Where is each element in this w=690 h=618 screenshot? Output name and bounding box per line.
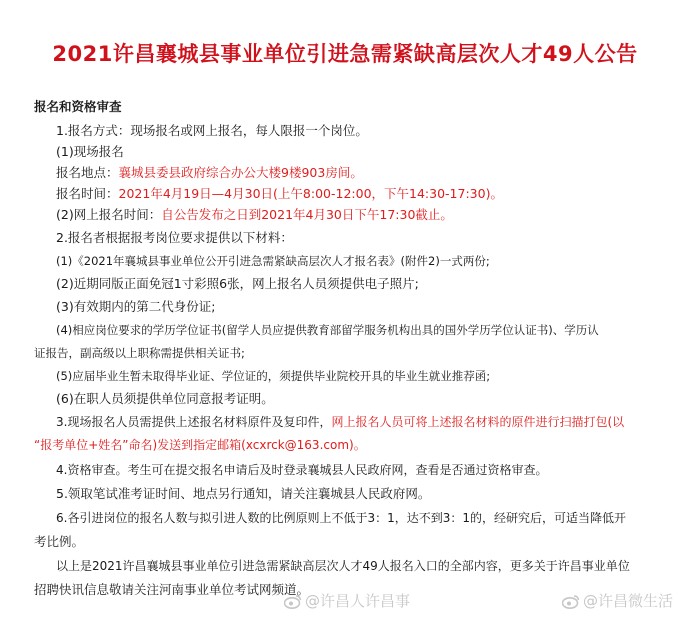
weibo-icon xyxy=(562,594,580,613)
watermark-text: @许昌微生活 xyxy=(583,592,674,610)
text-line: (2)近期同版正面免冠1寸彩照6张，网上报名人员须提供电子照片; xyxy=(56,276,419,291)
text-line xyxy=(56,207,453,223)
section-heading: 报名和资格审查 xyxy=(34,99,122,114)
highlight: 自公告发布之日到2021年4月30日下午17:30截止。 xyxy=(161,207,453,222)
watermark-text: @许昌人许昌事 xyxy=(305,592,411,610)
text-line: 考比例。 xyxy=(34,534,85,549)
text-line: (6)在职人员须提供单位同意报考证明。 xyxy=(56,391,274,406)
highlight-line: “报考单位+姓名”命名)发送到指定邮箱(xcxrck@163.com)。 xyxy=(34,438,366,452)
text-line xyxy=(56,165,363,181)
text-line: 以上是2021许昌襄城县事业单位引进急需紧缺高层次人才49人报名入口的全部内容，更多关于许昌事业单位 xyxy=(56,559,630,573)
page-title: 2021许昌襄城县事业单位引进急需紧缺高层次人才49人公告 xyxy=(52,42,638,66)
text-line: 5.领取笔试准考证时间、地点另行通知，请关注襄城县人民政府网。 xyxy=(56,486,431,501)
highlight: 网上报名人员可将上述报名材料的原件进行扫描打包(以 xyxy=(331,415,625,429)
weibo-icon xyxy=(284,594,302,613)
text-line: (4)相应岗位要求的学历学位证书(留学人员应提供教育部留学服务机构出具的国外学历学位认证书)、学历认 xyxy=(56,323,599,337)
text-line: (1)《2021年襄城县事业单位公开引进急需紧缺高层次人才报名表》(附件2)一式两份; xyxy=(56,254,490,268)
text-line: 招聘快讯信息敬请关注河南事业单位考试网频道。 xyxy=(34,582,310,597)
text-line: 4.资格审查。考生可在提交报名申请后及时登录襄城县人民政府网，查看是否通过资格审查。 xyxy=(56,463,548,477)
text-line: 2.报名者根据报考岗位要求提供以下材料： xyxy=(56,230,293,245)
text-line: (5)应届毕业生暂未取得毕业证、学位证的，须提供毕业院校开具的毕业生就业推荐函; xyxy=(56,369,491,383)
label: (2)网上报名时间： xyxy=(56,207,162,222)
watermark-left xyxy=(284,590,410,613)
text-line xyxy=(56,186,503,202)
text-line: 证报告，副高级以上职称需提供相关证书; xyxy=(34,346,245,360)
highlight: 襄城县委县政府综合办公大楼9楼903房间。 xyxy=(118,165,363,180)
text-line: (3)有效期内的第二代身份证; xyxy=(56,299,216,314)
text-line: 6.各引进岗位的报名人数与拟引进人数的比例原则上不低于3：1，达不到3：1的，经研究后，可适当降低开 xyxy=(56,511,626,525)
label: 报名时间： xyxy=(56,186,119,201)
highlight: 2021年4月19日—4月30日(上午8:00-12:00，下午14:30-17:30)。 xyxy=(118,186,503,201)
watermark-right xyxy=(562,590,673,613)
label: 报名地点： xyxy=(56,165,119,180)
text-line: (1)现场报名 xyxy=(56,144,124,159)
text-line xyxy=(56,414,624,430)
text-line: 1.报名方式：现场报名或网上报名，每人限报一个岗位。 xyxy=(56,123,368,138)
text-segment: 3.现场报名人员需提供上述报名材料原件及复印件， xyxy=(56,415,332,429)
